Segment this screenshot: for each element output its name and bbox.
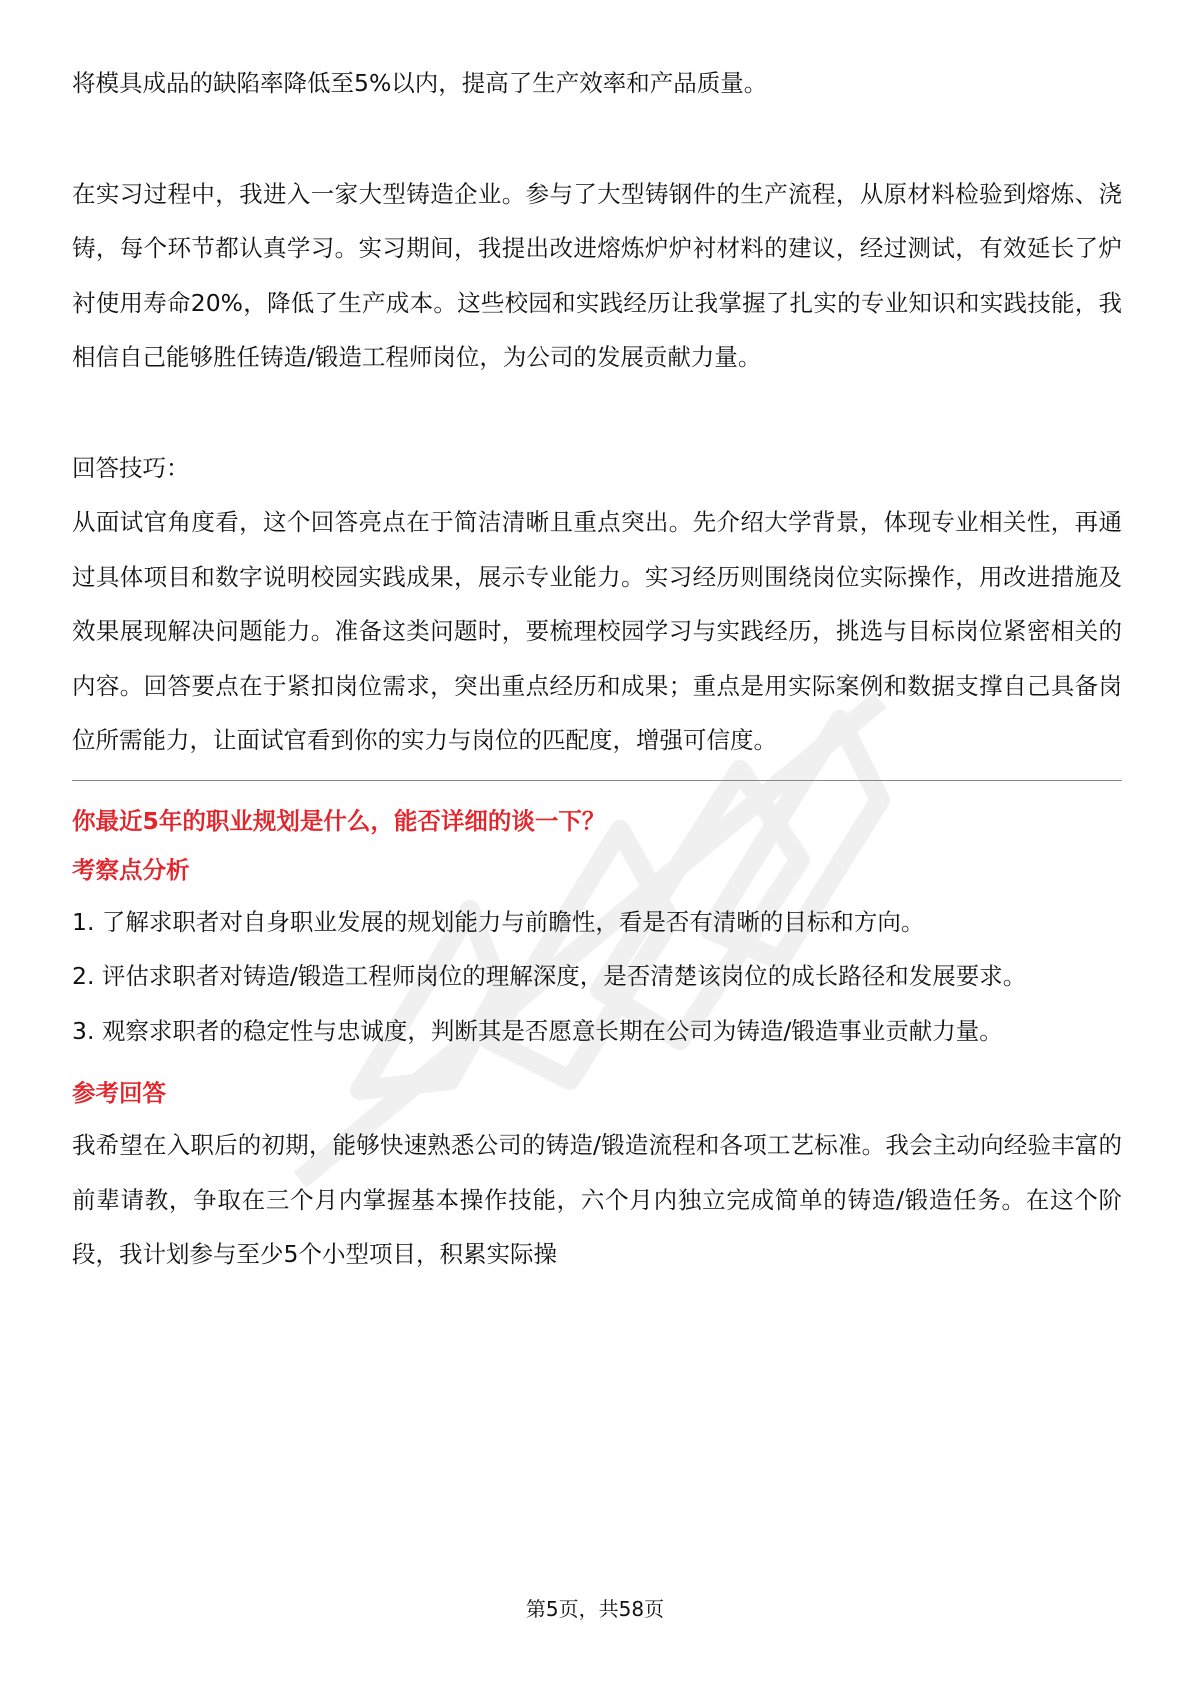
page-number: 第5页，共58页 (525, 1597, 665, 1621)
tips-body: 从面试官角度看，这个回答亮点在于简洁清晰且重点突出。先介绍大学背景，体现专业相关性，再通过具体项目和数字说明校园实践成果，展示专业能力。实习经历则围绕岗位实际操作，用改进措施及效果展现解决问题能力。准备这类问题时，要梳理校园学习与实践经历，挑选与目标岗位紧密相关的内容。回答要点在于紧扣岗位需求，突出重点经历和成果；重点是用实际案例和数据支撑自己具备岗位所需能力，让面试官看到你的实力与岗位的匹配度，增强可信度。 (72, 508, 1122, 754)
page-content (72, 56, 1122, 1282)
answer-heading: 参考回答 (72, 1079, 166, 1107)
section-divider (72, 780, 1122, 781)
tips-label: 回答技巧： (72, 453, 190, 482)
paragraph-internship: 在实习过程中，我进入一家大型铸造企业。参与了大型铸钢件的生产流程，从原材料检验到熔炼、浇铸，每个环节都认真学习。实习期间，我提出改进熔炼炉炉衬材料的建议，经过测试，有效延长了炉衬使用寿命20%，降低了生产成本。这些校园和实践经历让我掌握了扎实的专业知识和实践技能，我相信自己能够胜任铸造/锻造工程师岗位，为公司的发展贡献力量。 (72, 179, 1122, 371)
question-title: 你最近5年的职业规划是什么，能否详细的谈一下？ (72, 806, 606, 835)
analysis-point-3: 3. 观察求职者的稳定性与忠诚度，判断其是否愿意长期在公司为铸造/锻造事业贡献力量。 (72, 1016, 1003, 1045)
analysis-point-1: 1. 了解求职者对自身职业发展的规划能力与前瞻性，看是否有清晰的目标和方向。 (72, 907, 925, 936)
analysis-point-2: 2. 评估求职者对铸造/锻造工程师岗位的理解深度，是否清楚该岗位的成长路径和发展要求。 (72, 962, 1027, 990)
answer-body: 我希望在入职后的初期，能够快速熟悉公司的铸造/锻造流程和各项工艺标准。我会主动向经验丰富的前辈请教，争取在三个月内掌握基本操作技能，六个月内独立完成简单的铸造/锻造任务。在这个阶段，我计划参与至少5个小型项目，积累实际操 (72, 1131, 1122, 1268)
analysis-heading: 考察点分析 (72, 855, 190, 884)
paragraph-defect-rate: 将模具成品的缺陷率降低至5%以内，提高了生产效率和产品质量。 (72, 69, 768, 97)
